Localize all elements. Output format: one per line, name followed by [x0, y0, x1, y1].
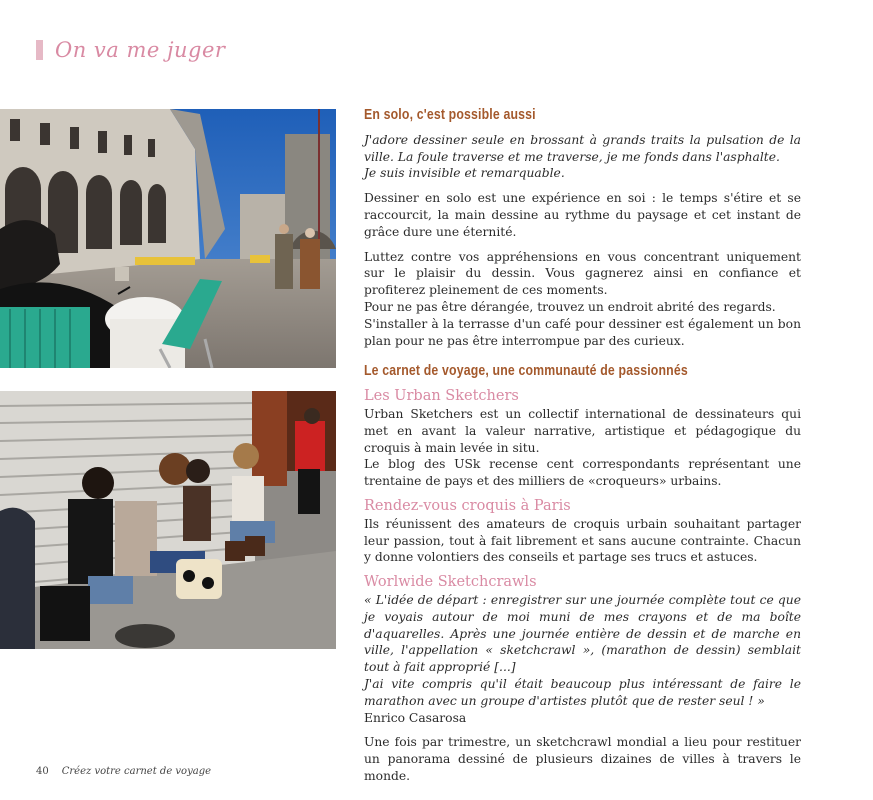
quote-line: Je suis invisible et remarquable. — [364, 166, 565, 181]
subsection-title-sketchcrawls: Worlwide Sketchcrawls — [364, 574, 537, 591]
quote-line: « L'idée de départ : enregistrer sur une journée complète tout ce que je voyais autour de moi muni de mes crayons et de ma boîte d'aquarelles. Après une journée entière de dessin et de marche en ville, l'appellation « sketchcrawl », (marathon de dessin) semblait tout à fait approprié [...] — [364, 592, 801, 675]
paragraph: Le blog des USk recense cent correspondants représentant une trentaine de pays et des milliers de «croqueurs» urbains. — [364, 457, 801, 489]
paragraph: Dessiner en solo est une expérience en soi : le temps s'étire et se raccourcit, la main dessine au rythme du paysage et cet instant de grâce dure une éternité. — [364, 191, 801, 239]
photo-venice-cafe — [0, 109, 336, 368]
photo-urban-sketchers — [0, 391, 336, 649]
paragraph: S'installer à la terrasse d'un café pour dessiner est également un bon plan pour ne pas être interrompue par des curieux. — [364, 316, 801, 348]
paragraph: Urban Sketchers est un collectif international de dessinateurs qui met en avant la valeur narrative, artistique et pédagogique du croquis à main levée in situ. — [364, 406, 801, 455]
section-heading-community: Le carnet de voyage, une communauté de passionnés — [364, 362, 688, 380]
chapter-title: On va me juger — [55, 38, 226, 62]
paragraph: Ils réunissent des amateurs de croquis urbain souhaitant partager leur passion, tout à fait librement et sans aucune contrainte. Chacun y donne volontiers des conseils et partage ses trucs et astuces. — [364, 516, 801, 565]
page-footer — [36, 766, 211, 777]
subsection-title-urban-sketchers: Les Urban Sketchers — [364, 388, 519, 405]
page-number: 40 — [36, 766, 49, 777]
paragraph: Luttez contre vos appréhensions en vous concentrant uniquement sur le plaisir du dessin. Vous gagnerez ainsi en confiance et profiterez pleinement de ces moments. — [364, 249, 801, 298]
subsection-title-paris: Rendez-vous croquis à Paris — [364, 497, 571, 514]
section-heading-solo: En solo, c'est possible aussi — [364, 106, 536, 123]
paragraph: Une fois par trimestre, un sketchcrawl mondial a lieu pour restituer un panorama dessiné de plusieurs dizaines de villes à travers le monde. — [364, 735, 801, 783]
quote-attribution: Enrico Casarosa — [364, 710, 467, 725]
quote-line: J'ai vite compris qu'il était beaucoup plus intéressant de faire le marathon avec un groupe d'artistes plutôt que de rester seul ! » — [364, 676, 801, 708]
text-column — [364, 107, 801, 793]
paragraph: Pour ne pas être dérangée, trouvez un endroit abrité des regards. — [364, 299, 776, 314]
chapter-accent-bar — [36, 40, 43, 60]
chapter-header — [36, 38, 225, 62]
book-title: Créez votre carnet de voyage — [61, 766, 212, 777]
quote-line: J'adore dessiner seule en brossant à grands traits la pulsation de la ville. La foule traverse et me traverse, je me fonds dans l'asphalte. — [364, 132, 801, 164]
